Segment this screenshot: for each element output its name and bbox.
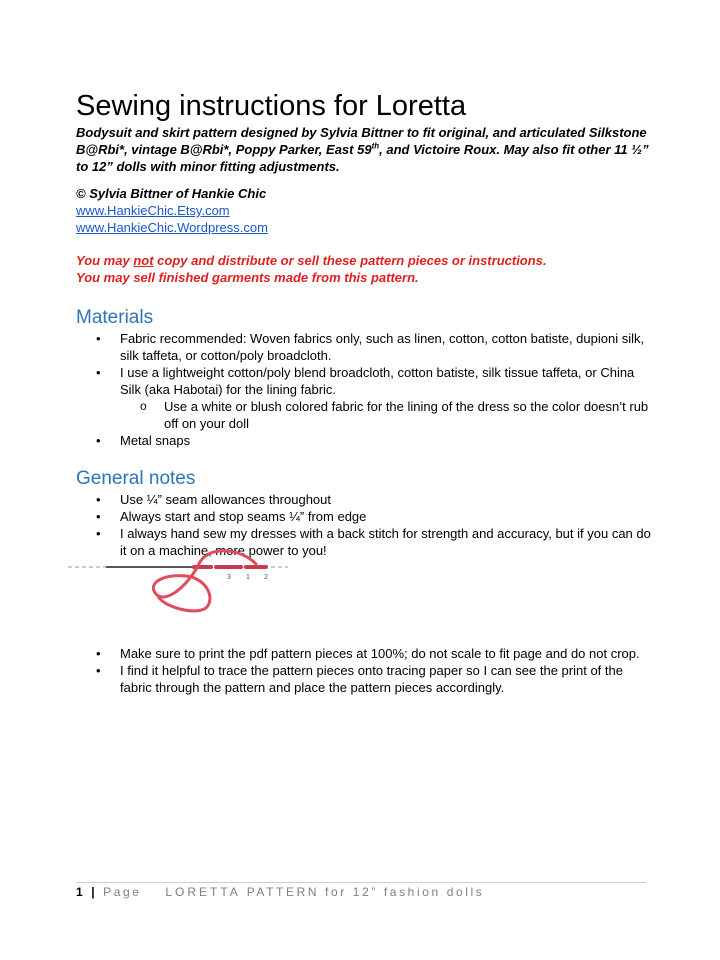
- list-item-text: Metal snaps: [120, 433, 191, 448]
- list-item: [76, 432, 656, 449]
- materials-sublist: [120, 398, 656, 432]
- stitch-label: 1: [246, 574, 250, 581]
- warning-line-1: [76, 252, 656, 269]
- warning-pre: You may: [76, 253, 134, 268]
- general-notes-list-continued: [76, 645, 656, 696]
- page-word: Page: [103, 885, 142, 899]
- stitch-label: 3: [227, 574, 231, 581]
- footer-rest: PATTERN for 12” fashion dolls: [246, 885, 485, 899]
- bullet-icon: •: [96, 646, 101, 661]
- warning-not: not: [133, 253, 154, 268]
- bullet-icon: •: [96, 526, 101, 541]
- list-item: [76, 508, 656, 525]
- footer-text: [76, 885, 646, 899]
- list-item-text: Make sure to print the pdf pattern pieces at 100%; do not scale to fit page and do not crop.: [120, 646, 640, 661]
- wordpress-link[interactable]: www.HankieChic.Wordpress.com: [76, 220, 268, 235]
- bullet-icon: •: [96, 433, 101, 448]
- page-number: 1: [76, 885, 86, 899]
- materials-heading: Materials: [76, 307, 154, 328]
- intro-part1: Bodysuit and skirt pattern designed by Sylvia Bittner to fit original, and articulated Silkstone B@Rbi*, vintage B@Rbi*, Poppy Parker, East 59: [76, 125, 647, 157]
- sub-bullet-icon: o: [140, 399, 147, 413]
- sub-list-item-text: Use a white or blush colored fabric for the lining of the dress so the color doesn’t rub off on your doll: [164, 399, 649, 431]
- bullet-icon: •: [96, 492, 101, 507]
- page-title: Sewing instructions for Loretta: [76, 90, 467, 122]
- footer-separator: |: [91, 885, 98, 899]
- list-item: [76, 491, 656, 508]
- warning-post: copy and distribute or sell these pattern pieces or instructions.: [153, 253, 547, 268]
- bullet-icon: •: [96, 663, 101, 678]
- list-item-text: I use a lightweight cotton/poly blend broadcloth, cotton batiste, silk tissue taffeta, or China Silk (aka Habotai) for the lining fabric.: [120, 365, 635, 397]
- page-footer: [76, 882, 646, 899]
- copyright: © Sylvia Bittner of Hankie Chic: [76, 186, 267, 201]
- bullet-icon: •: [96, 509, 101, 524]
- bullet-icon: •: [96, 331, 101, 346]
- stitch-label: 2: [264, 574, 268, 581]
- list-item-text: I always hand sew my dresses with a back stitch for strength and accuracy, but if you can do it on a machine, more power to you!: [120, 526, 651, 558]
- warning-line-2: You may sell finished garments made from this pattern.: [76, 270, 419, 285]
- general-notes-heading: General notes: [76, 468, 196, 489]
- list-item-text: Use ¼” seam allowances throughout: [120, 492, 332, 507]
- intro-text: [76, 124, 656, 175]
- etsy-link[interactable]: www.HankieChic.Etsy.com: [76, 203, 230, 218]
- materials-list: [76, 330, 656, 449]
- list-item-text: Fabric recommended: Woven fabrics only, such as linen, cotton, cotton batiste, dupioni silk, silk taffeta, or cotton/poly broadcloth.: [120, 331, 645, 363]
- bullet-icon: •: [96, 365, 101, 380]
- copyright-warning: [76, 252, 656, 286]
- intro-part2: , and Victoire Roux. May also fit other 11 ½” to 12” dolls with minor fitting adjustments.: [76, 142, 649, 174]
- footer-brand: LORETTA: [165, 885, 241, 899]
- intro-superscript: th: [371, 141, 380, 151]
- list-item: [76, 364, 656, 432]
- list-item: [76, 662, 656, 696]
- list-item: [76, 645, 656, 662]
- thread-icon: [153, 551, 256, 611]
- back-stitch-illustration: [66, 546, 290, 618]
- sub-list-item: [120, 398, 656, 432]
- list-item-text: Always start and stop seams ¼” from edge: [120, 509, 367, 524]
- list-item-text: I find it helpful to trace the pattern pieces onto tracing paper so I can see the print of the fabric through the pattern and place the pattern pieces accordingly.: [120, 663, 623, 695]
- list-item: [76, 330, 656, 364]
